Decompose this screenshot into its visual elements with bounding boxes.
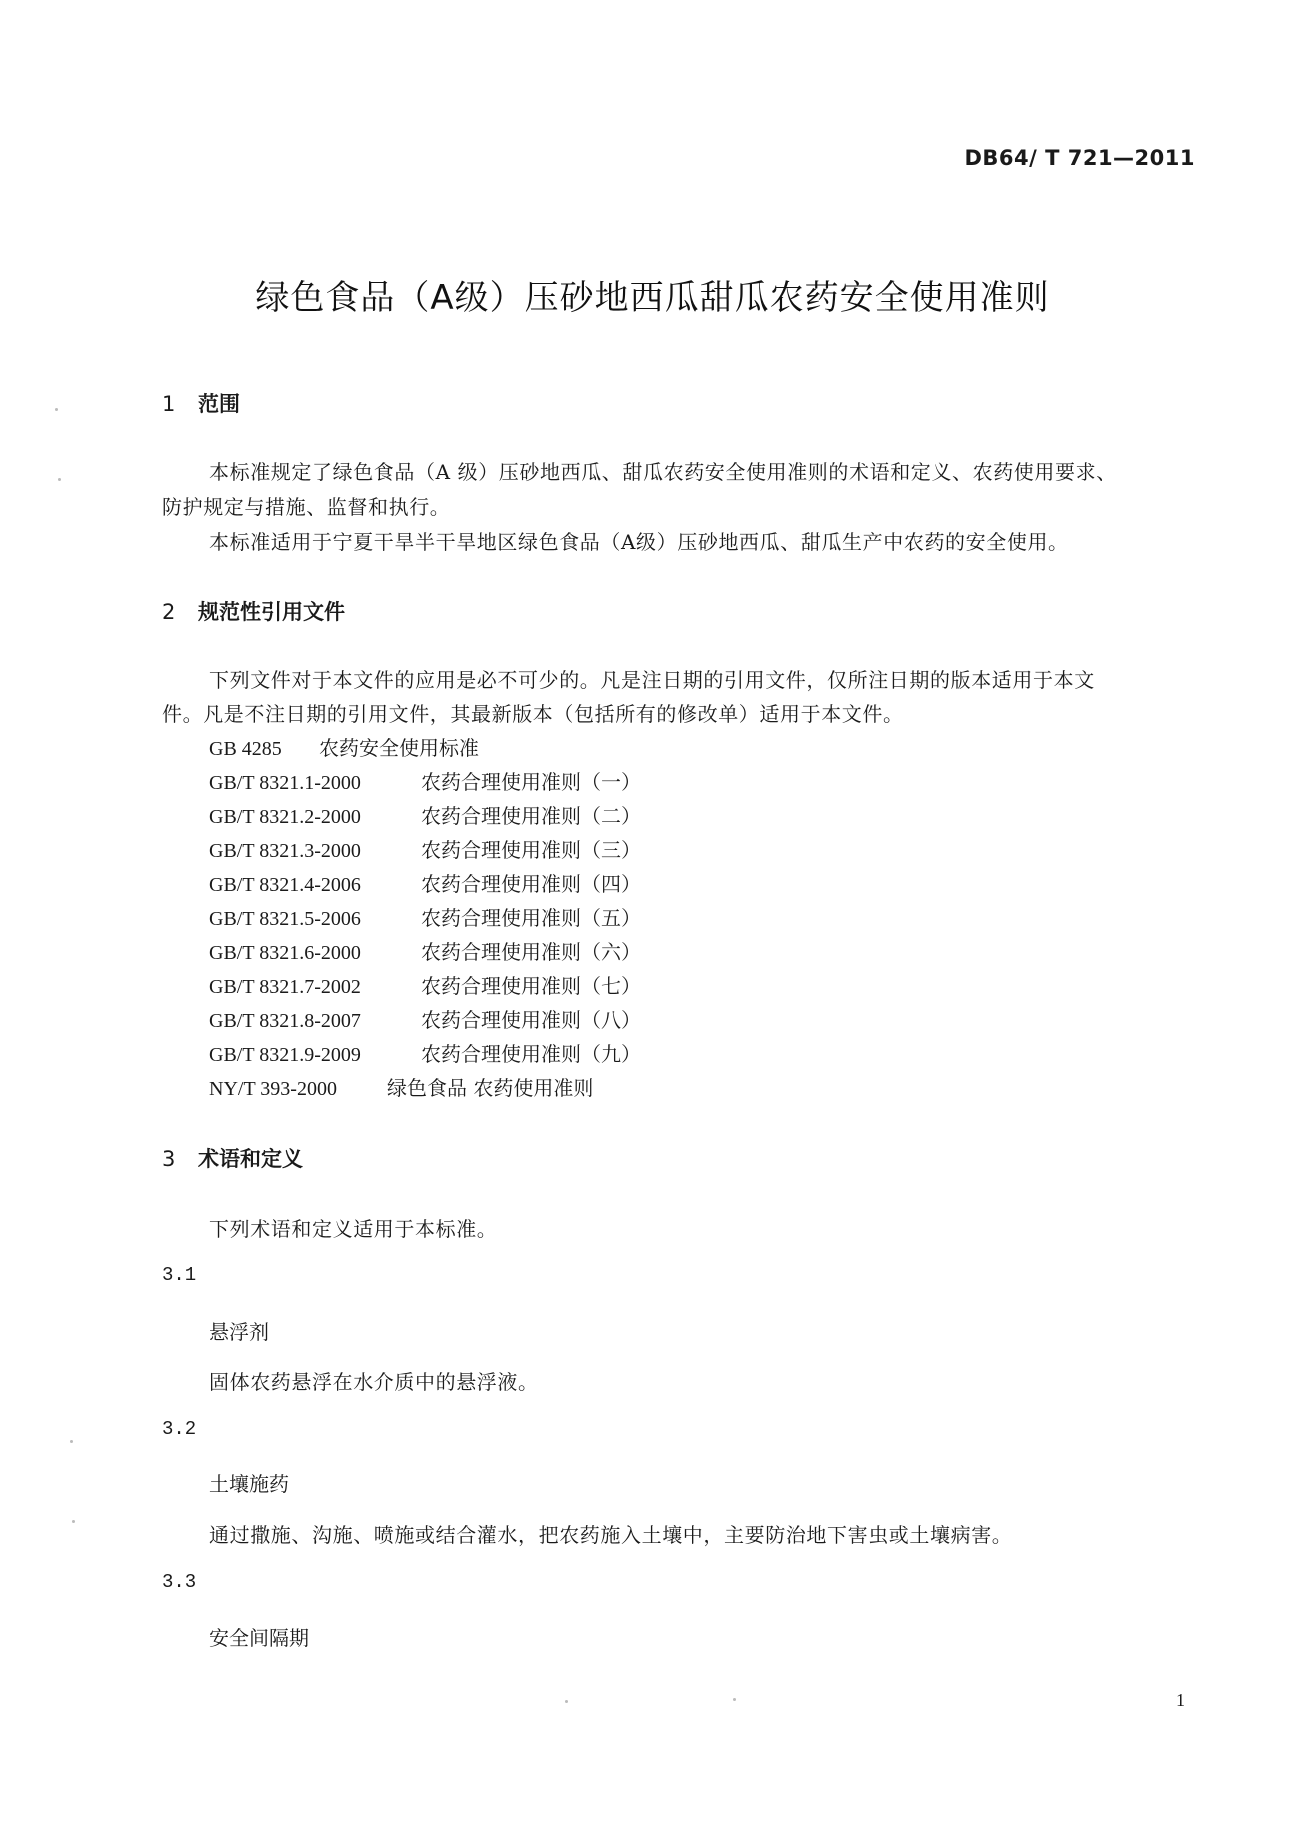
scan-speck: [70, 1440, 73, 1443]
reference-item: [209, 970, 641, 999]
reference-code: GB/T 8321.8-2007: [209, 1010, 361, 1032]
reference-code: GB/T 8321.9-2009: [209, 1044, 361, 1066]
reference-title: 农药合理使用准则（一）: [421, 770, 641, 794]
term-number: 3.1: [162, 1264, 197, 1286]
reference-item: [209, 732, 479, 761]
section-number: 2: [162, 600, 176, 624]
scan-speck: [733, 1698, 736, 1701]
reference-title: 农药合理使用准则（七）: [421, 974, 641, 998]
section-3-intro: 下列术语和定义适用于本标准。: [209, 1217, 498, 1241]
term-definition: 通过撒施、沟施、喷施或结合灌水，把农药施入土壤中，主要防治地下害虫或土壤病害。: [209, 1523, 1013, 1547]
section-2-paragraph-line-1: 下列文件对于本文件的应用是必不可少的。凡是注日期的引用文件，仅所注日期的版本适用于本文: [209, 668, 1095, 692]
reference-code: GB/T 8321.1-2000: [209, 772, 361, 794]
reference-item: [209, 1038, 641, 1067]
reference-title: 农药安全使用标准: [319, 736, 479, 760]
document-title: 绿色食品（A级）压砂地西瓜甜瓜农药安全使用准则: [255, 278, 1050, 318]
reference-title: 农药合理使用准则（六）: [421, 940, 641, 964]
reference-code: GB/T 8321.2-2000: [209, 806, 361, 828]
reference-code: GB/T 8321.5-2006: [209, 908, 361, 930]
term-number: 3.3: [162, 1571, 197, 1593]
reference-item: [209, 834, 641, 863]
reference-title: 农药合理使用准则（四）: [421, 872, 641, 896]
reference-code: GB/T 8321.6-2000: [209, 942, 361, 964]
reference-title: 农药合理使用准则（八）: [421, 1008, 641, 1032]
reference-title: 农药合理使用准则（九）: [421, 1042, 641, 1066]
scan-speck: [58, 478, 61, 481]
section-1-paragraph-1-line-1: 本标准规定了绿色食品（A 级）压砂地西瓜、甜瓜农药安全使用准则的术语和定义、农药使用要求、: [209, 460, 1117, 484]
reference-item: [209, 936, 641, 965]
reference-title: 农药合理使用准则（三）: [421, 838, 641, 862]
section-1-paragraph-1-line-2: 防护规定与措施、监督和执行。: [162, 495, 451, 519]
term-name: 土壤施药: [209, 1472, 289, 1496]
section-1-paragraph-2: 本标准适用于宁夏干旱半干旱地区绿色食品（A级）压砂地西瓜、甜瓜生产中农药的安全使用。: [209, 530, 1069, 554]
reference-title: 农药合理使用准则（五）: [421, 906, 641, 930]
reference-title: 绿色食品 农药使用准则: [387, 1076, 594, 1100]
section-number: 1: [162, 392, 176, 416]
reference-code: GB 4285: [209, 738, 282, 760]
reference-item: [209, 800, 641, 829]
reference-item: [209, 1072, 593, 1101]
term-definition: 固体农药悬浮在水介质中的悬浮液。: [209, 1370, 539, 1394]
document-number: DB64/ T 721—2011: [964, 146, 1195, 170]
reference-code: GB/T 8321.7-2002: [209, 976, 361, 998]
reference-code: GB/T 8321.3-2000: [209, 840, 361, 862]
reference-code: GB/T 8321.4-2006: [209, 874, 361, 896]
section-1-heading: [162, 388, 240, 418]
section-3-heading: [162, 1143, 303, 1173]
reference-item: [209, 766, 641, 795]
reference-item: [209, 902, 641, 931]
term-name: 安全间隔期: [209, 1626, 309, 1650]
scan-speck: [55, 408, 58, 411]
reference-item: [209, 1004, 641, 1033]
reference-title: 农药合理使用准则（二）: [421, 804, 641, 828]
section-title: 规范性引用文件: [198, 600, 345, 624]
section-2-heading: [162, 596, 345, 626]
section-number: 3: [162, 1147, 176, 1171]
scan-speck: [72, 1520, 75, 1523]
section-title: 范围: [198, 392, 240, 416]
page-number: 1: [1176, 1690, 1185, 1710]
section-title: 术语和定义: [198, 1147, 303, 1171]
section-2-paragraph-line-2: 件。凡是不注日期的引用文件，其最新版本（包括所有的修改单）适用于本文件。: [162, 702, 904, 726]
term-number: 3.2: [162, 1418, 197, 1440]
reference-item: [209, 868, 641, 897]
scan-speck: [565, 1700, 568, 1703]
reference-code: NY/T 393-2000: [209, 1078, 337, 1100]
term-name: 悬浮剂: [209, 1320, 269, 1344]
